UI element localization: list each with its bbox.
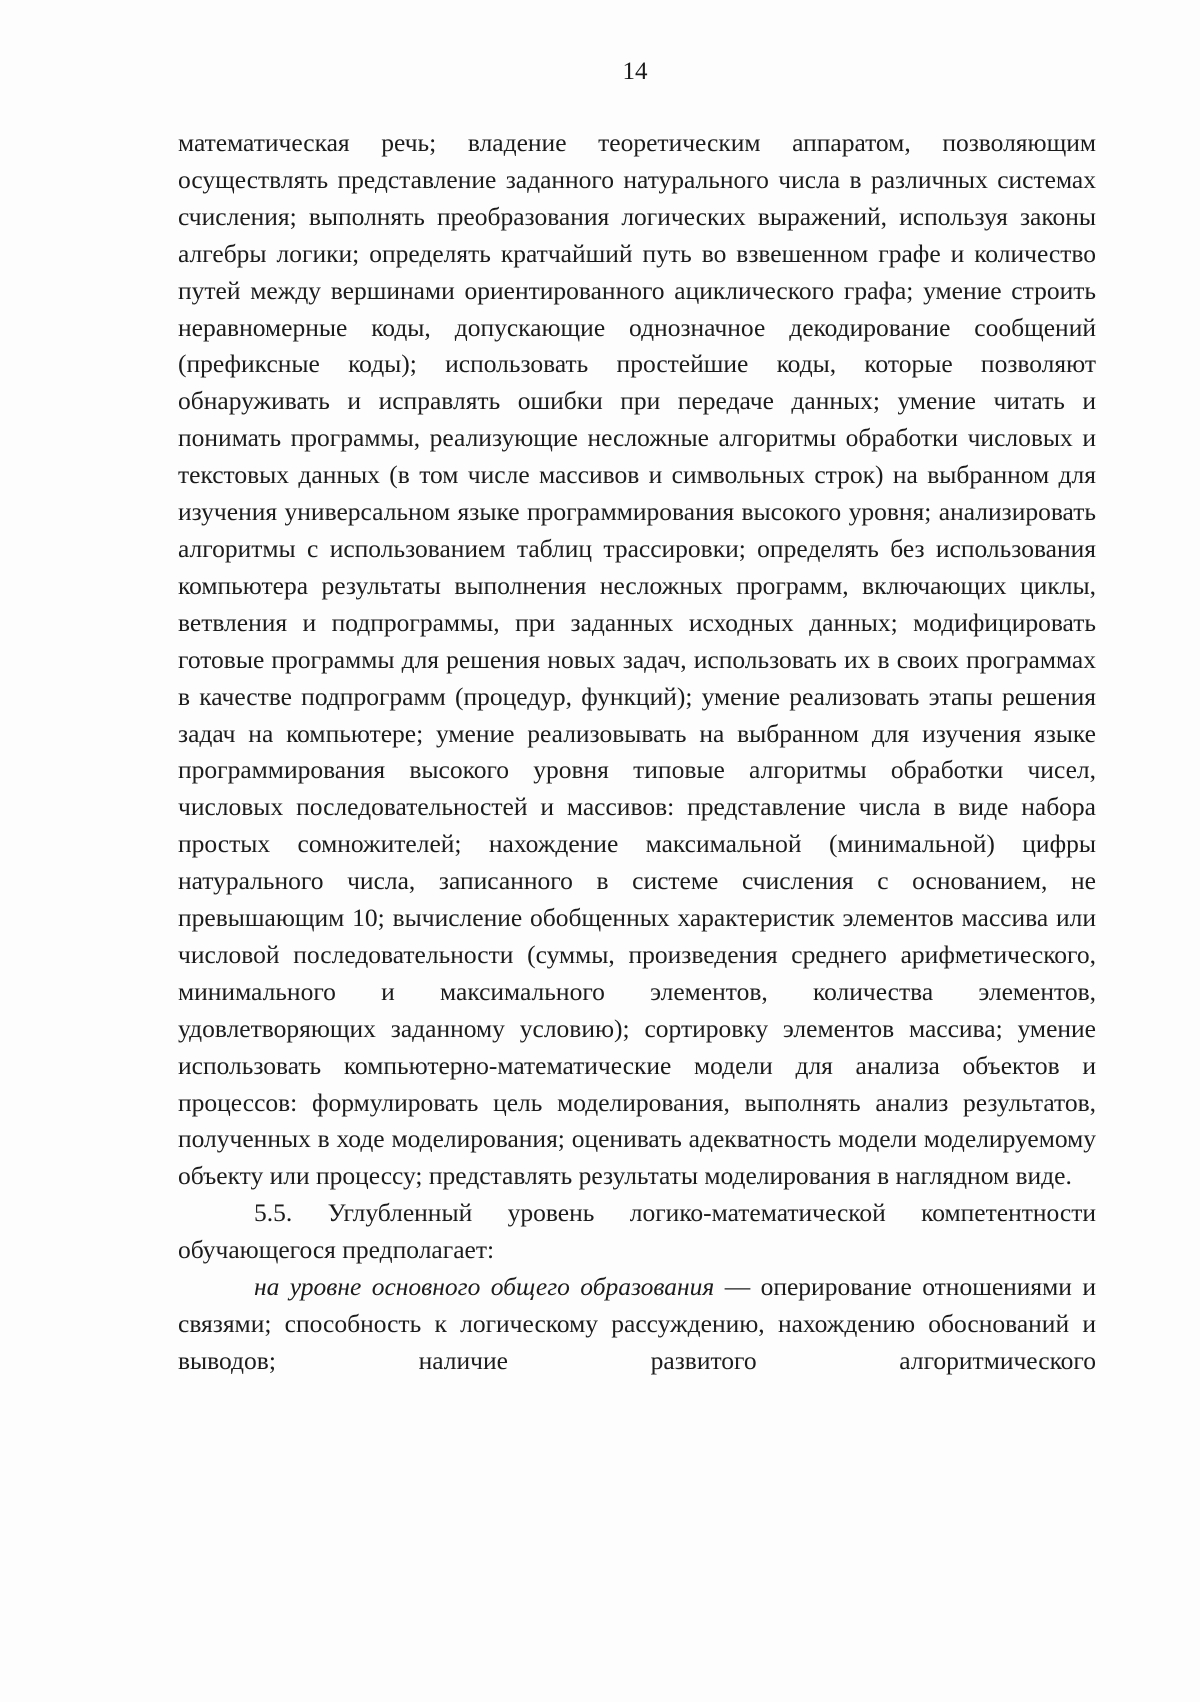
paragraph-continuation: математическая речь; владение теоретическим аппаратом, позволяющим осуществлять представление заданного натурального числа в различных системах счисления; выполнять преобразования логических выражений, используя законы алгебры логики; определять кратчайший путь во взвешенном графе и количество путей между вершинами ориентированного ациклического графа; умение строить неравномерные коды, допускающие однозначное декодирование сообщений (префиксные коды); использовать простейшие коды, которые позволяют обнаруживать и исправлять ошибки при передаче данных; умение читать и понимать программы, реализующие несложные алгоритмы обработки числовых и текстовых данных (в том числе массивов и символьных строк) на выбранном для изучения универсальном языке программирования высокого уровня; анализировать алгоритмы с использованием таблиц трассировки; определять без использования компьютера результаты выполнения несложных программ, включающих циклы, ветвления и подпрограммы, при заданных исходных данных; модифицировать готовые программы для решения новых задач, использовать их в своих программах в качестве подпрограмм (процедур, функций); умение реализовать этапы решения задач на компьютере; умение реализовывать на выбранном для изучения языке программирования высокого уровня типовые алгоритмы обработки чисел, числовых последовательностей и массивов: представление числа в виде набора простых сомножителей; нахождение максимальной (минимальной) цифры натурального числа, записанного в системе счисления с основанием, не превышающим 10; вычисление обобщенных характеристик элементов массива или числовой последовательности (суммы, произведения среднего арифметического, минимального и максимального элементов, количества элементов, удовлетворяющих заданному условию); сортировку элементов массива; умение использовать компьютерно-математические модели для анализа объектов и процессов: формулировать цель моделирования, выполнять анализ результатов, полученных в ходе моделирования; оценивать адекватность модели моделируемому объекту или процессу; представлять результаты моделирования в наглядном виде. [178,128,1096,1191]
italic-lead-phrase: на уровне основного общего образования [254,1272,715,1302]
paragraph-section-5-5: 5.5. Углубленный уровень логико-математической компетентности обучающегося предполагает: [178,1198,1096,1265]
page-number: 14 [622,58,648,85]
paragraph-tail-text: — оперирование отношениями и связями; способность к логическому рассуждению, нахождению обоснований и выводов; наличие развитого алгоритмического [178,1272,1096,1375]
paragraph-basic-general-education [178,1269,1096,1380]
body-text [178,125,1096,1380]
